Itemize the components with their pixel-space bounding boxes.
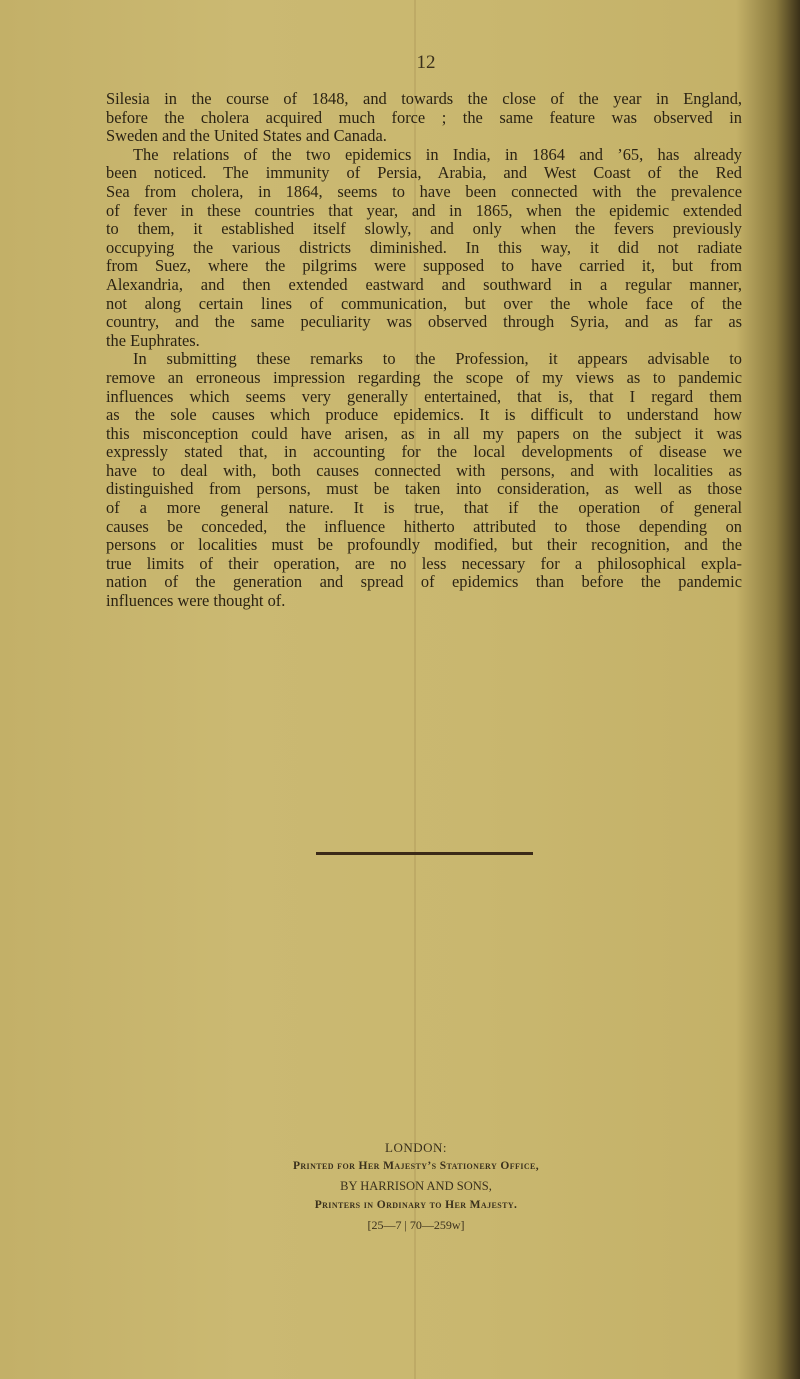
imprint-printed-for: Printed for Her Majesty’s Stationery Office, [292, 1160, 540, 1172]
text-line: nation of the generation and spread of epidemics than before the pandemic [106, 572, 742, 592]
text-line: Silesia in the course of 1848, and towards the close of the year in England, [106, 89, 742, 108]
text-line: causes be conceded, the influence hitherto attributed to those depending on [106, 516, 742, 536]
text-line: true limits of their operation, are no less necessary for a philosophical expla- [106, 553, 742, 573]
text-line: expressly stated that, in accounting for the local developments of disease we [106, 442, 742, 462]
text-line: from Suez, where the pilgrims were supposed to have carried it, but from [106, 256, 742, 276]
text-line: to them, it established itself slowly, and only when the fevers previously [106, 219, 742, 239]
page-number: 12 [416, 52, 436, 73]
text-line: remove an erroneous impression regarding the scope of my views as to pandemic [106, 367, 742, 387]
text-line: influences which seems very generally entertained, that is, that I regard them [106, 386, 742, 406]
text-line: The relations of the two epidemics in India, in 1864 and ’65, has already [133, 144, 742, 164]
text-line: occupying the various districts diminished. In this way, it did not radiate [106, 237, 742, 257]
text-line: the Euphrates. [106, 330, 200, 350]
text-line: not along certain lines of communication, but over the whole face of the [106, 293, 742, 313]
text-line: this misconception could have arisen, as in all my papers on the subject it was [106, 423, 742, 443]
text-line: Sea from cholera, in 1864, seems to have been connected with the prevalence [106, 181, 742, 201]
body-text [106, 90, 742, 611]
text-line: Alexandria, and then extended eastward and southward in a regular manner, [106, 274, 742, 294]
text-line: have to deal with, both causes connected with persons, and with localities as [106, 460, 742, 480]
bleed-through-rule [316, 852, 533, 855]
text-line: persons or localities must be profoundly modified, but their recognition, and the [106, 535, 742, 555]
text-line: of a more general nature. It is true, that if the operation of general [106, 498, 742, 518]
text-line: as the sole causes which produce epidemics. It is difficult to understand how [106, 405, 742, 425]
text-line: In submitting these remarks to the Profession, it appears advisable to [133, 349, 742, 369]
imprint-city: LONDON: [385, 1140, 447, 1155]
text-line: of fever in these countries that year, and in 1865, when the epidemic extended [106, 200, 742, 220]
text-line: influences were thought of. [106, 591, 286, 611]
text-line: been noticed. The immunity of Persia, Arabia, and West Coast of the Red [106, 163, 742, 183]
text-line: before the cholera acquired much force ; the same feature was observed in [106, 107, 742, 127]
imprint-code: [25—7 | 70—259w] [367, 1218, 465, 1232]
text-line: Sweden and the United States and Canada. [106, 126, 387, 146]
text-line: distinguished from persons, must be taken into consideration, as well as those [106, 479, 742, 499]
imprint-printer-title: Printers in Ordinary to Her Majesty. [314, 1199, 518, 1211]
imprint-printer: BY HARRISON AND SONS, [340, 1179, 492, 1193]
text-line: country, and the same peculiarity was observed through Syria, and as far as [106, 312, 742, 332]
